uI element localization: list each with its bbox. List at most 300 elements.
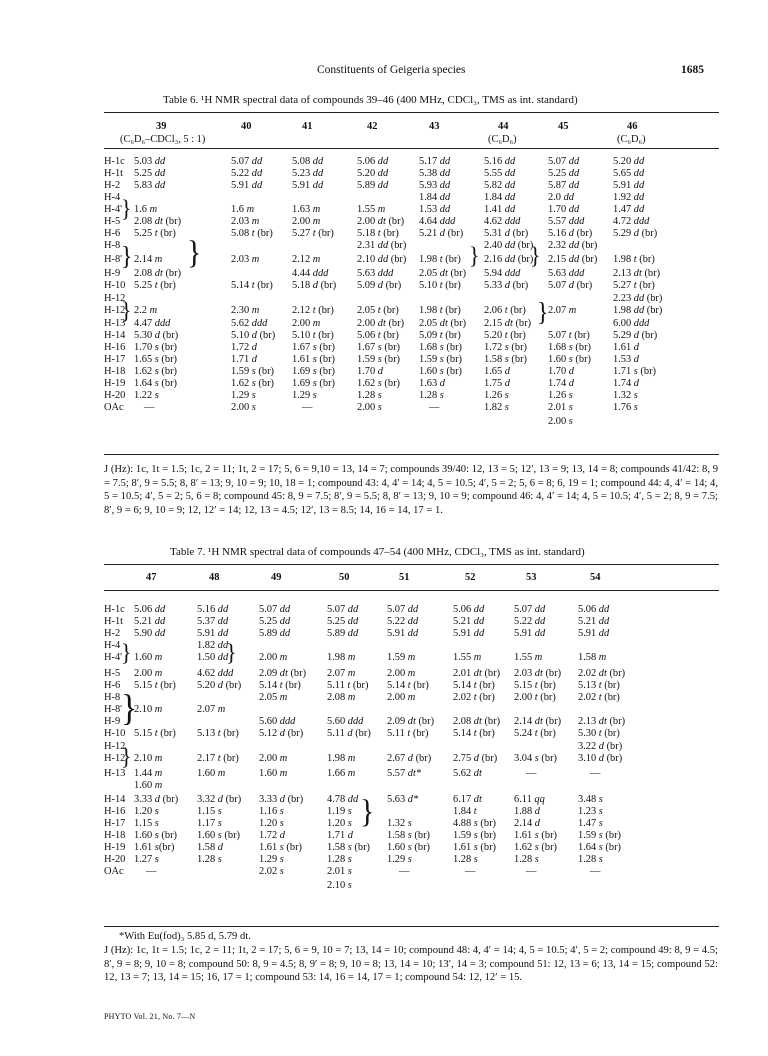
table7-cell: 5.37 dd [197, 616, 229, 627]
table6-cell: 5.30 d (br) [134, 330, 179, 341]
table7-cell: 1.66 m [327, 768, 356, 779]
table7-row-label: H-19 [104, 842, 126, 853]
table6-row-label: H-13 [104, 318, 126, 329]
table7-bottom-rule [104, 926, 719, 927]
table7-row-label: H-16 [104, 806, 126, 817]
table6-cell: 1.64 s (br) [134, 378, 178, 389]
table7-cell: 2.05 m [259, 692, 288, 703]
table6-bottom-rule [104, 454, 719, 455]
table6-cell: 1.61 s (br) [292, 354, 336, 365]
table7-col-header: 51 [399, 572, 410, 583]
table7-cell: 1.32 s [387, 818, 412, 829]
table6-cell: 1.70 d [357, 366, 383, 377]
table6-cell: 1.70 dd [548, 204, 580, 215]
table7-cell: 1.29 s [387, 854, 412, 865]
table7-cell: 3.33 d (br) [259, 794, 304, 805]
table7-cell: 1.59 m [387, 652, 416, 663]
table6-cell: 1.58 s (br) [484, 354, 528, 365]
table7-cell: 1.61 s (br) [453, 842, 497, 853]
table6-cell: 5.63 ddd [357, 268, 394, 279]
table6-cell: 1.28 s [357, 390, 382, 401]
table6-cell: 5.94 ddd [484, 268, 521, 279]
table6-cell: 1.98 t (br) [419, 254, 461, 265]
table7-cell: 5.14 t (br) [259, 680, 301, 691]
table7-cell: 3.10 d (br) [578, 753, 623, 764]
table6-row-label: H-12' [104, 305, 128, 316]
table7-cell: 1.59 s (br) [453, 830, 497, 841]
table7-cell: 1.28 s [514, 854, 539, 865]
table6-cell: 1.26 s [484, 390, 509, 401]
table7-cell: 5.21 dd [134, 616, 166, 627]
table6-cell: 1.98 t (br) [419, 305, 461, 316]
table7-cell: 2.09 dt (br) [387, 716, 435, 727]
table6-cell: 5.08 dd [292, 156, 324, 167]
table7-cell: 5.06 dd [134, 604, 166, 615]
table7-brace: } [121, 742, 132, 771]
table7-cell: 5.25 dd [327, 616, 359, 627]
table7-brace: } [121, 638, 132, 667]
table6-cell: 4.44 ddd [292, 268, 329, 279]
table6-cell: 2.30 m [231, 305, 260, 316]
table6-cell: 1.55 m [357, 204, 386, 215]
table7-cell: 1.60 s (br) [387, 842, 431, 853]
table6-cell: 2.05 t (br) [357, 305, 399, 316]
table6-cell: 2.23 dd (br) [613, 293, 663, 304]
table7-cell: 3.33 d (br) [134, 794, 179, 805]
table6-cell: 5.07 dd [231, 156, 263, 167]
table7-cell: 5.12 d (br) [259, 728, 304, 739]
table6-cell: 1.59 s (br) [419, 354, 463, 365]
table6-row-label: H-6 [104, 228, 121, 239]
table7-cell: 2.10 m [134, 753, 163, 764]
table6-cell: 1.32 s [613, 390, 638, 401]
table6-cell: 1.98 dd (br) [613, 305, 663, 316]
table7-row-label: H-2 [104, 628, 121, 639]
table6-cell: 1.72 s (br) [484, 342, 528, 353]
table7-row-label: H-1t [104, 616, 124, 627]
table6-brace: } [530, 241, 541, 270]
table7-cell: 1.71 d [327, 830, 353, 841]
table7-row-label: H-1c [104, 604, 125, 615]
table6-cell: 5.07 dd [548, 156, 580, 167]
table7-cell: 1.16 s [259, 806, 284, 817]
table6-cell: 2.40 dd (br) [484, 240, 534, 251]
table7-cell: 1.28 s [453, 854, 478, 865]
table7-cell: 5.91 dd [514, 628, 546, 639]
table7-brace: } [360, 793, 375, 830]
table6-col-header: 41 [302, 121, 313, 132]
table6-cell: 5.08 t (br) [231, 228, 273, 239]
table7-cell: 1.29 s [259, 854, 284, 865]
table7-cell: 5.13 t (br) [197, 728, 239, 739]
table7-cell: 2.10 s [327, 880, 352, 891]
table7-cell: 1.50 dd [197, 652, 229, 663]
table6-cell: 5.63 ddd [548, 268, 585, 279]
table6-cell: 1.65 s (br) [134, 354, 178, 365]
table7-cell: 5.11 t (br) [387, 728, 429, 739]
table6-cell: 5.33 d (br) [484, 280, 529, 291]
table6-cell: 5.09 t (br) [419, 330, 461, 341]
table7-cell: 5.22 dd [514, 616, 546, 627]
table7-cell: 2.14 d [514, 818, 540, 829]
table6-row-label: H-12 [104, 293, 126, 304]
table7-cell: 5.11 d (br) [327, 728, 371, 739]
table6-row-label: H-8' [104, 254, 123, 265]
table6-cell: 1.62 s (br) [134, 366, 178, 377]
table6-cell: 5.06 t (br) [357, 330, 399, 341]
table7-cell: 1.44 m [134, 768, 163, 779]
table7-row-label: H-17 [104, 818, 126, 829]
table6-cell: 2.05 dt (br) [419, 318, 467, 329]
table7-cell: 1.58 m [578, 652, 607, 663]
table7-cell: 2.17 t (br) [197, 753, 239, 764]
table7-cell: 1.28 s [578, 854, 603, 865]
table6-cell: 4.72 ddd [613, 216, 650, 227]
table6-cell: 1.65 d [484, 366, 510, 377]
table6-cell: 1.60 s (br) [548, 354, 592, 365]
table7-col-header: 47 [146, 572, 157, 583]
table6-cell: 5.23 dd [292, 168, 324, 179]
table6-cell: 5.29 d (br) [613, 228, 658, 239]
table6-cell: 2.32 dd (br) [548, 240, 598, 251]
table6-cell: 1.68 s (br) [419, 342, 463, 353]
table6-brace: } [121, 296, 132, 325]
table6-cell: 5.21 d (br) [419, 228, 464, 239]
table7-col-header: 52 [465, 572, 476, 583]
table6-cell: 1.76 s [613, 402, 638, 413]
table7-cell: — [526, 768, 537, 779]
table6-row-label: H-1t [104, 168, 124, 179]
table7-cell: 2.08 dt (br) [453, 716, 501, 727]
table7-cell: 3.22 d (br) [578, 741, 623, 752]
table7-cell: 1.20 s [134, 806, 159, 817]
table6-cell: — [429, 402, 440, 413]
table7-cell: 1.98 m [327, 753, 356, 764]
table7-cell: 1.61 s (br) [514, 830, 558, 841]
table7-cell: 1.23 s [578, 806, 603, 817]
table6-cell: 2.12 m [292, 254, 321, 265]
table7-cell: 1.47 s [578, 818, 603, 829]
table7-row-label: H-8' [104, 704, 123, 715]
table6-cell: 1.72 d [231, 342, 257, 353]
table7-row-label: H-4' [104, 652, 123, 663]
table6-cell: 5.10 t (br) [292, 330, 334, 341]
table7-row-label: H-6 [104, 680, 121, 691]
table6-row-label: H-19 [104, 378, 126, 389]
table6-cell: 5.18 d (br) [292, 280, 337, 291]
table7-col-header: 53 [526, 572, 537, 583]
table7-cell: 5.60 ddd [259, 716, 296, 727]
table6-cell: 2.13 dt (br) [613, 268, 661, 279]
table6-cell: 5.03 dd [134, 156, 166, 167]
table6-cell: 5.20 t (br) [484, 330, 526, 341]
table6-cell: 1.63 d [419, 378, 445, 389]
table7-cell: 2.02 dt (br) [578, 668, 626, 679]
table6-header-rule [104, 148, 719, 149]
table7-cell: 2.00 m [259, 652, 288, 663]
table6-cell: 2.00 dt (br) [357, 216, 405, 227]
table7-cell: 1.20 s [327, 818, 352, 829]
table6-cell: 5.62 ddd [231, 318, 268, 329]
table7-cell: 5.21 dd [578, 616, 610, 627]
table6-cell: 1.71 s (br) [613, 366, 657, 377]
table7-cell: 1.60 m [259, 768, 288, 779]
table6-cell: 6.00 ddd [613, 318, 650, 329]
table6-col-header: 42 [367, 121, 378, 132]
table7-row-label: H-18 [104, 830, 126, 841]
table6-cell: 1.53 d [613, 354, 639, 365]
table7-cell: — [526, 866, 537, 877]
table6-top-rule [104, 112, 719, 113]
table6-cell: 5.27 t (br) [292, 228, 334, 239]
table6-cell: 2.00 s [357, 402, 382, 413]
table6-cell: 1.59 s (br) [357, 354, 401, 365]
table7-footnote: *With Eu(fod)₃ 5.85 d, 5.79 dt. [119, 931, 251, 942]
table7-cell: — [465, 866, 476, 877]
table6-cell: — [144, 402, 155, 413]
table7-header-rule [104, 590, 719, 591]
table7-cell: 1.60 m [134, 652, 163, 663]
table7-cell: 2.01 s [327, 866, 352, 877]
table6-cell: 1.71 d [231, 354, 257, 365]
table7-cell: 3.48 s [578, 794, 603, 805]
table7-cell: 5.89 dd [327, 628, 359, 639]
table6-cell: 1.53 dd [419, 204, 451, 215]
table7-cell: 1.72 d [259, 830, 285, 841]
table6-cell: 1.6 m [134, 204, 158, 215]
table6-cell: 5.93 dd [419, 180, 451, 191]
table6-cell: 1.74 d [613, 378, 639, 389]
table6-cell: 1.59 s (br) [231, 366, 275, 377]
table6-col-header: 40 [241, 121, 252, 132]
table6-cell: 1.28 s [419, 390, 444, 401]
table7-cell: 5.60 ddd [327, 716, 364, 727]
table6-brace: } [187, 234, 202, 271]
table7-brace: } [226, 638, 237, 667]
table6-cell: 5.22 dd [231, 168, 263, 179]
table7-cell: 5.63 d* [387, 794, 419, 805]
table7-cell: 5.15 t (br) [134, 680, 176, 691]
table6-row-label: H-18 [104, 366, 126, 377]
table6-cell: 5.91 dd [613, 180, 645, 191]
table6-cell: 5.09 d (br) [357, 280, 402, 291]
table6-col-header: 39 [156, 121, 167, 132]
table6-cell: 1.29 s [292, 390, 317, 401]
table6-cell: 5.89 dd [357, 180, 389, 191]
table7-cell: 1.60 s (br) [197, 830, 241, 841]
table6-row-label: OAc [104, 402, 124, 413]
table6-cell: 5.38 dd [419, 168, 451, 179]
table6-cell: 2.00 s [231, 402, 256, 413]
table7-cell: 1.62 s (br) [514, 842, 558, 853]
table6-cell: 5.91 dd [231, 180, 263, 191]
table6-cell: 5.82 dd [484, 180, 516, 191]
table7-cell: 2.02 t (br) [453, 692, 495, 703]
table6-cell: 1.29 s [231, 390, 256, 401]
table7-cell: 5.24 t (br) [514, 728, 556, 739]
table7-cell: 1.60 m [134, 780, 163, 791]
table7-cell: — [590, 866, 601, 877]
table7-cell: 5.57 dt* [387, 768, 422, 779]
table7-cell: 5.20 d (br) [197, 680, 242, 691]
table6-cell: 5.06 dd [357, 156, 389, 167]
table7-cell: 5.91 dd [578, 628, 610, 639]
table7-cell: 3.32 d (br) [197, 794, 242, 805]
table7-cell: 1.88 d [514, 806, 540, 817]
table7-cell: 5.14 t (br) [453, 680, 495, 691]
table7-cell: 2.00 m [259, 753, 288, 764]
table6-cell: 1.62 s (br) [231, 378, 275, 389]
table7-cell: 5.62 dt [453, 768, 482, 779]
table6-cell: 2.08 dt (br) [134, 268, 182, 279]
table7-cell: 1.61 s(br) [134, 842, 175, 853]
table6-cell: 5.55 dd [484, 168, 516, 179]
table7-row-label: H-8 [104, 692, 121, 703]
table7-cell: 4.78 dd [327, 794, 359, 805]
table6-cell: 1.69 s (br) [292, 378, 336, 389]
table6-row-label: H-4' [104, 204, 123, 215]
table7-cell: 5.15 t (br) [134, 728, 176, 739]
table7-cell: 1.55 m [514, 652, 543, 663]
table7-coupling-note: J (Hz): 1c, 1t = 1.5; 1c, 2 = 11; 1t, 2 = 17; 5, 6 = 9, 10 = 7; 13, 14 = 10; compound 48: 4, 4′ = 14; 4, 5 = 10.5; 4′, 5 = 2; compound 49: 8, 9 = 4.5; 8′, 9 = 8; 9, 10 = 8; compound 50: 8, 9 = 4.5; 8, 9′ = 8; 9, 10 = 8; 13, 14 = 10; 13′, 14 = 3; compound 51: 12, 13 = 6; 13, 14 = 15; compound 52: 12, 13 = 7; 13, 14 = 15; 16, 17 = 1; compound 53: 14, 16 = 14, 17 = 1; compound 54: 12, 12′ = 15. [104, 945, 718, 983]
table6-cell: 1.67 s (br) [292, 342, 336, 353]
table6-cell: 2.14 m [134, 254, 163, 265]
table6-cell: 5.20 dd [357, 168, 389, 179]
table6-col-header: 46 [627, 121, 638, 132]
running-title: Constituents of Geigeria species [317, 64, 466, 76]
table7-cell: 1.60 s (br) [134, 830, 178, 841]
table7-cell: 1.20 s [259, 818, 284, 829]
table6-cell: 5.16 d (br) [548, 228, 593, 239]
table6-cell: 5.16 dd [484, 156, 516, 167]
table6-cell: 1.22 s [134, 390, 159, 401]
table6-cell: 2.0 dd [548, 192, 574, 203]
table6-cell: 2.00 dt (br) [357, 318, 405, 329]
table6-cell: 1.60 s (br) [419, 366, 463, 377]
table7-cell: 1.15 s [134, 818, 159, 829]
table6-cell: 2.03 m [231, 254, 260, 265]
table6-cell: 5.57 ddd [548, 216, 585, 227]
table7-cell: 1.17 s [197, 818, 222, 829]
table6-row-label: H-8 [104, 240, 121, 251]
table6-cell: 1.70 s (br) [134, 342, 178, 353]
table6-cell: 2.01 s [548, 402, 573, 413]
table7-cell: 2.14 dt (br) [514, 716, 562, 727]
table6-cell: 1.47 dd [613, 204, 645, 215]
table6-cell: 5.17 dd [419, 156, 451, 167]
table6-cell: 1.84 dd [484, 192, 516, 203]
table6-cell: 1.26 s [548, 390, 573, 401]
table6-col-solvent: (C₆D₆) [617, 134, 646, 145]
table7-cell: 5.91 dd [453, 628, 485, 639]
table7-cell: 1.58 s (br) [387, 830, 431, 841]
table7-cell: 5.22 dd [387, 616, 419, 627]
table7-cell: 2.02 t (br) [578, 692, 620, 703]
table6-cell: 1.63 m [292, 204, 321, 215]
table6-col-solvent: (C₆D₆–CDCl₃, 5 : 1) [120, 134, 206, 145]
table7-cell: 2.07 m [197, 704, 226, 715]
table6-cell: 5.31 d (br) [484, 228, 529, 239]
table7-cell: 5.07 dd [327, 604, 359, 615]
table7-cell: 5.90 dd [134, 628, 166, 639]
table7-row-label: H-20 [104, 854, 126, 865]
table6-row-label: H-9 [104, 268, 121, 279]
table7-row-label: H-4 [104, 640, 121, 651]
table7-row-label: H-12 [104, 741, 126, 752]
table7-cell: 1.59 s (br) [578, 830, 622, 841]
table6-cell: 5.87 dd [548, 180, 580, 191]
table6-row-label: H-1c [104, 156, 125, 167]
table7-row-label: H-9 [104, 716, 121, 727]
table6-cell: 5.83 dd [134, 180, 166, 191]
table6-cell: 2.00 s [548, 416, 573, 427]
table6-cell: 1.6 m [231, 204, 255, 215]
table7-row-label: H-13 [104, 768, 126, 779]
table6-brace: } [537, 298, 549, 328]
table7-cell: 1.82 dd [197, 640, 229, 651]
table6-cell: 2.05 dt (br) [419, 268, 467, 279]
table6-cell: 5.25 t (br) [134, 280, 176, 291]
table7-cell: 1.55 m [453, 652, 482, 663]
table6-row-label: H-2 [104, 180, 121, 191]
table6-cell: 5.25 t (br) [134, 228, 176, 239]
table7-cell: 2.00 m [387, 692, 416, 703]
table7-cell: 5.91 dd [387, 628, 419, 639]
table6-row-label: H-4 [104, 192, 121, 203]
table7-cell: 1.15 s [197, 806, 222, 817]
table6-cell: 4.62 ddd [484, 216, 521, 227]
table6-row-label: H-20 [104, 390, 126, 401]
table6-cell: 2.10 dd (br) [357, 254, 407, 265]
table7-caption: Table 7. ¹H NMR spectral data of compounds 47–54 (400 MHz, CDCl₃, TMS as int. standard) [170, 546, 585, 558]
table7-cell: 5.06 dd [453, 604, 485, 615]
table6-cell: 1.61 d [613, 342, 639, 353]
table7-cell: 5.89 dd [259, 628, 291, 639]
table7-cell: 5.14 t (br) [453, 728, 495, 739]
table7-cell: 1.60 m [197, 768, 226, 779]
table6-cell: 5.07 d (br) [548, 280, 593, 291]
table7-cell: 5.14 t (br) [387, 680, 429, 691]
table7-row-label: H-5 [104, 668, 121, 679]
table7-row-label: H-10 [104, 728, 126, 739]
table6-cell: 5.25 dd [134, 168, 166, 179]
table7-cell: 2.09 dt (br) [259, 668, 307, 679]
table7-row-label: H-12' [104, 753, 128, 764]
table6-cell: 2.00 m [292, 216, 321, 227]
table7-cell: 2.13 dt (br) [578, 716, 626, 727]
table6-row-label: H-10 [104, 280, 126, 291]
table7-cell: 1.84 t [453, 806, 477, 817]
table6-cell: 5.07 t (br) [548, 330, 590, 341]
table6-col-header: 45 [558, 121, 569, 132]
table7-row-label: H-14 [104, 794, 126, 805]
table7-cell: 6.11 qq [514, 794, 545, 805]
table7-cell: 5.07 dd [259, 604, 291, 615]
table7-cell: 2.00 t (br) [514, 692, 556, 703]
table6-cell: 4.47 ddd [134, 318, 171, 329]
table7-cell: 1.28 s [327, 854, 352, 865]
table6-cell: 5.10 d (br) [231, 330, 276, 341]
table7-cell: 4.88 s (br) [453, 818, 497, 829]
table6-cell: 5.18 t (br) [357, 228, 399, 239]
table7-cell: 1.58 s (br) [327, 842, 371, 853]
table7-col-header: 49 [271, 572, 282, 583]
table7-cell: 1.27 s [134, 854, 159, 865]
table6-row-label: H-14 [104, 330, 126, 341]
table7-col-header: 48 [209, 572, 220, 583]
table6-row-label: H-5 [104, 216, 121, 227]
table7-cell: 2.67 d (br) [387, 753, 432, 764]
